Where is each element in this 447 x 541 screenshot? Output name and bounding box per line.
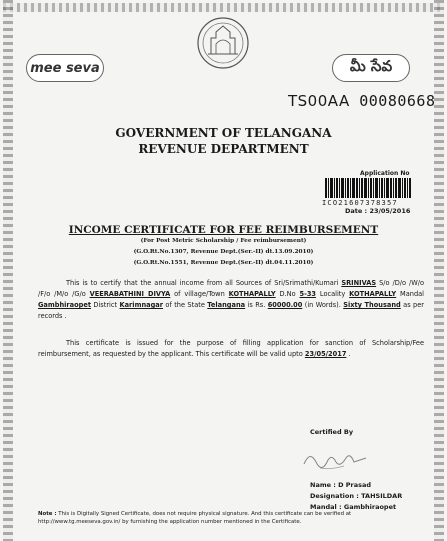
serial-prefix: TS00AA <box>288 92 350 110</box>
district-name: Karimnagar <box>119 301 164 309</box>
certified-by-label: Certified By <box>310 428 354 436</box>
locality-name: KOTHAPALLY <box>349 290 397 298</box>
body-text: Mandal <box>396 290 425 298</box>
signer-designation: Designation : TAHSILDAR <box>310 492 403 500</box>
digital-signature-note <box>38 510 428 526</box>
meeseva-logo-left <box>26 54 104 82</box>
body-text: as per records . <box>38 301 424 320</box>
certification-paragraph <box>38 278 424 322</box>
door-number: 5-33 <box>299 290 317 298</box>
note-label: Note : <box>38 511 57 517</box>
application-no-label: Application No <box>360 170 410 177</box>
income-amount: 60000.00 <box>267 301 303 309</box>
body-text: is Rs. <box>245 301 268 309</box>
body-text: This certificate is issued for the purpose of filling application for sanction of Scholarship/Fee reimbursement, as requested by the applicant. This certificate will be valid upto <box>38 339 424 358</box>
barcode-icon <box>325 178 411 198</box>
go-reference-2: (G.O.Rt.No.1551, Revenue Dept.(Ser.-II) dt.04.11.2010) <box>133 260 314 266</box>
body-text: (in Words). <box>302 301 344 309</box>
government-heading: GOVERNMENT OF TELANGANA <box>115 126 332 140</box>
body-text: This is to certify that the annual income from all Sources of Sri/Srimathi/Kumari <box>66 279 342 287</box>
body-text: District <box>90 301 120 309</box>
mandal-name: Gambhiraopet <box>38 301 91 309</box>
handwritten-signature <box>300 444 372 474</box>
issue-date <box>345 207 410 215</box>
application-number: ICO21607378357 <box>322 199 398 207</box>
body-text: . <box>346 350 351 358</box>
serial-digits: 00080668 <box>359 92 436 110</box>
top-border-pattern <box>3 3 444 12</box>
serial-number <box>288 92 436 110</box>
go-reference-1: (G.O.Rt.No.1307, Revenue Dept.(Ser.-II) dt.13.09.2010) <box>133 249 314 255</box>
body-text: Locality <box>316 290 350 298</box>
signer-mandal: Mandal : Gambhiraopet <box>310 503 397 511</box>
body-text: of the State <box>163 301 208 309</box>
income-in-words: Sixty Thousand <box>343 301 401 309</box>
meeseva-logo-right <box>332 54 410 82</box>
date-value: 23/05/2016 <box>369 207 411 215</box>
applicant-name: SRINIVAS <box>341 279 377 287</box>
certificate-title: INCOME CERTIFICATE FOR FEE REIMBURSEMENT <box>68 224 379 236</box>
body-text: D.No <box>275 290 300 298</box>
parent-name: VEERABATHINI DIVYA <box>89 290 171 298</box>
body-text: S/o /D/o /W/o /F/o /M/o /G/o <box>38 279 424 298</box>
date-label: Date : <box>345 207 368 215</box>
meeseva-telugu-text: మీ సేవ <box>349 57 393 75</box>
purpose-paragraph <box>38 338 424 360</box>
state-emblem-icon <box>196 14 250 72</box>
right-border-pattern <box>434 0 444 541</box>
certificate-subtitle: (For Post Metric Scholarship / Fee reimbursement) <box>140 238 307 244</box>
village-name: KOTHAPALLY <box>228 290 276 298</box>
valid-upto-date: 23/05/2017 <box>304 350 347 358</box>
signer-name: Name : D Prasad <box>310 481 372 489</box>
state-name: Telangana <box>207 301 246 309</box>
meeseva-logo-text: mee seva <box>30 60 100 76</box>
left-border-pattern <box>3 0 13 541</box>
body-text: of village/Town <box>170 290 229 298</box>
department-heading: REVENUE DEPARTMENT <box>138 142 309 156</box>
note-text: This is Digitally Signed Certificate, does not require physical signature. And this certificate can be verified at http://www.tg.meeseva.gov.in/ by furnishing the application number mentioned in the Certificate. <box>38 511 352 525</box>
